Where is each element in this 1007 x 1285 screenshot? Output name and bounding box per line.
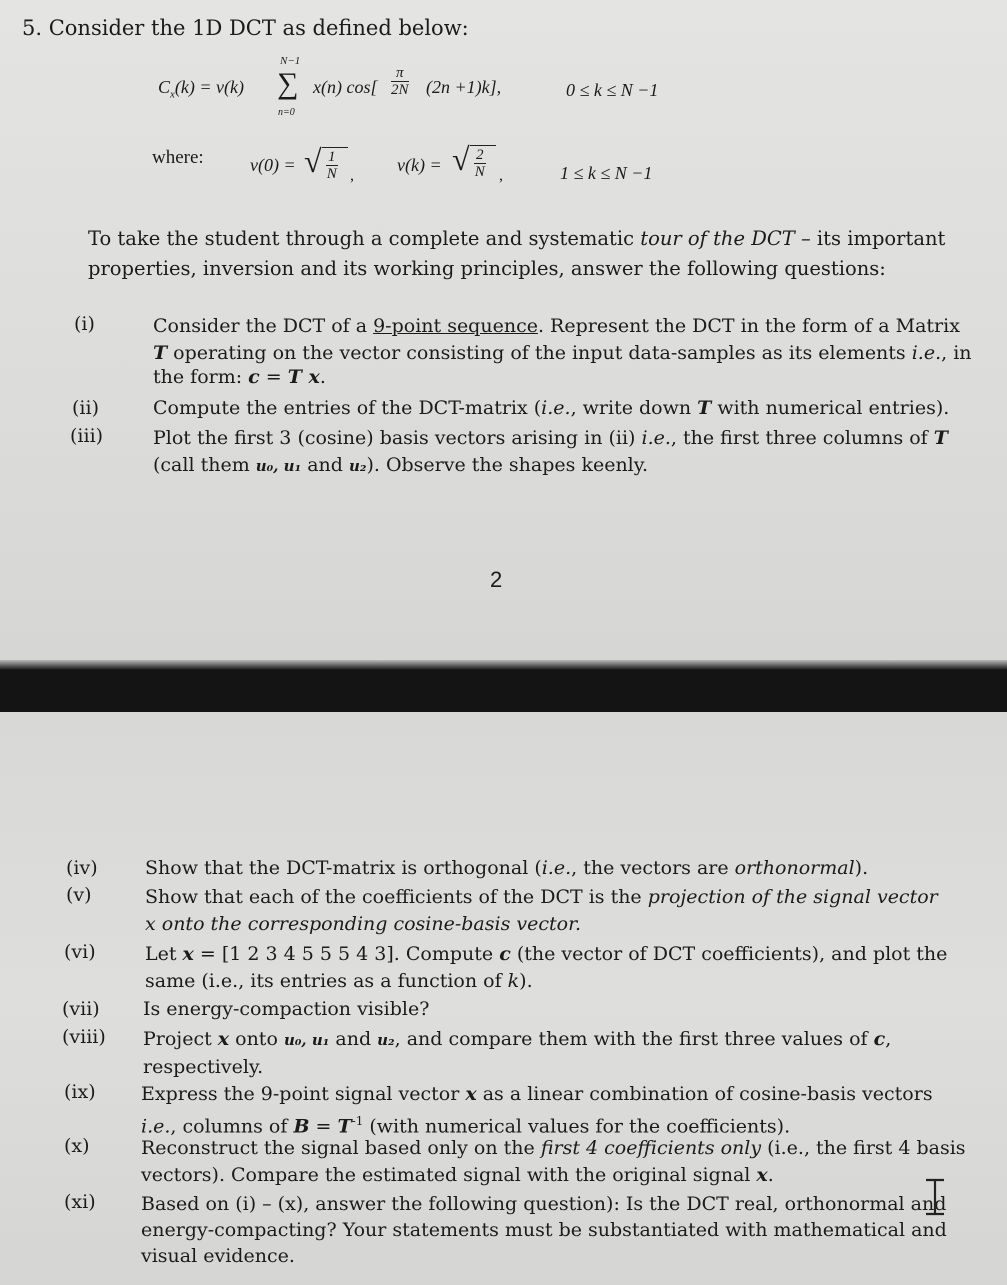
item-number: (ii) <box>72 397 99 419</box>
item-iv: Show that the DCT-matrix is orthogonal (i.e., the vectors are orthonormal). <box>145 857 869 879</box>
vk-lhs: v(k) = <box>397 155 442 175</box>
text-cursor-icon <box>920 1178 950 1218</box>
v0-comma: , <box>350 167 354 184</box>
item-number: (x) <box>64 1135 90 1157</box>
where-label: where: <box>152 147 204 168</box>
item-i: Consider the DCT of a 9-point sequence. Represent the DCT in the form of a Matrix T operating on the vector consisting of the input data-samples as its elements i.e., in the form: c = T x. <box>153 315 972 388</box>
item-number: (ix) <box>64 1081 96 1103</box>
page-gap-dark <box>0 660 1007 712</box>
sum-lower-limit: n=0 <box>278 107 295 118</box>
item-number: (viii) <box>62 1026 106 1048</box>
eq-range: 0 ≤ k ≤ N −1 <box>566 80 659 100</box>
where-clause <box>152 141 752 195</box>
item-ix: Express the 9-point signal vector x as a linear combination of cosine-basis vectors i.e., columns of $B = T^{-1}$ (with numerical values for the coefficients). <box>141 1083 933 1138</box>
item-v: Show that each of the coefficients of the DCT is the projection of the signal vector x onto the corresponding cosine-basis vector. <box>145 886 938 935</box>
v0-lhs: v(0) = <box>250 155 296 175</box>
vk-sqrt: √ $\frac{2}{N}$ <box>452 139 502 185</box>
intro-line-1: To take the student through a complete and systematic tour of the DCT – its important <box>88 227 946 250</box>
item-x: Reconstruct the signal based only on the first 4 coefficients only (i.e., the first 4 basis vectors). Compare the estimated signal with the original signal x. <box>141 1137 966 1186</box>
item-iii: Plot the first 3 (cosine) basis vectors arising in (ii) i.e., the first three columns of T (call them u₀, u₁ and u₂). Observe the shapes keenly. <box>153 427 948 476</box>
item-number: (i) <box>74 313 95 335</box>
dct-equation <box>158 55 778 125</box>
item-number: (vii) <box>62 998 100 1020</box>
eq-term: x(n) cos[ <box>313 77 378 97</box>
item-number: (xi) <box>64 1191 96 1213</box>
question-title: 5. Consider the 1D DCT as defined below: <box>22 16 469 40</box>
item-xi: Based on (i) – (x), answer the following question): Is the DCT real, orthonormal and energy-compacting? Your statements must be substantiated with mathematical and visual evidence. <box>141 1193 947 1267</box>
intro-line-2: properties, inversion and its working principles, answer the following questions: <box>88 257 886 280</box>
v0-sqrt: √ $\frac{1}{N}$ <box>304 141 354 187</box>
item-number: (vi) <box>64 941 96 963</box>
item-number: (iii) <box>70 425 104 447</box>
sum-upper-limit: N−1 <box>280 55 301 67</box>
page-number: 2 <box>490 567 503 592</box>
item-number: (iv) <box>66 857 98 879</box>
eq-lhs: $C_x(k) = v(k)$ <box>158 77 244 101</box>
item-vi: Let x = [1 2 3 4 5 5 5 4 3]. Compute c (the vector of DCT coefficients), and plot the same (i.e., its entries as a function of k). <box>145 943 948 992</box>
eq-pi-fraction: $\frac{\pi}{2N}$ <box>391 65 409 98</box>
item-ii: Compute the entries of the DCT-matrix (i.e., write down T with numerical entries). <box>153 397 950 419</box>
item-number: (v) <box>66 884 92 906</box>
vk-comma: , <box>499 167 503 184</box>
intro-paragraph <box>88 224 945 284</box>
item-vii: Is energy-compaction visible? <box>143 998 430 1020</box>
where-range: 1 ≤ k ≤ N −1 <box>560 163 653 183</box>
item-viii: Project x onto u₀, u₁ and u₂, and compare them with the first three values of c, respectively. <box>143 1028 892 1078</box>
sum-symbol: ∑ <box>277 67 299 100</box>
eq-term-end: (2n +1)k], <box>426 77 502 97</box>
